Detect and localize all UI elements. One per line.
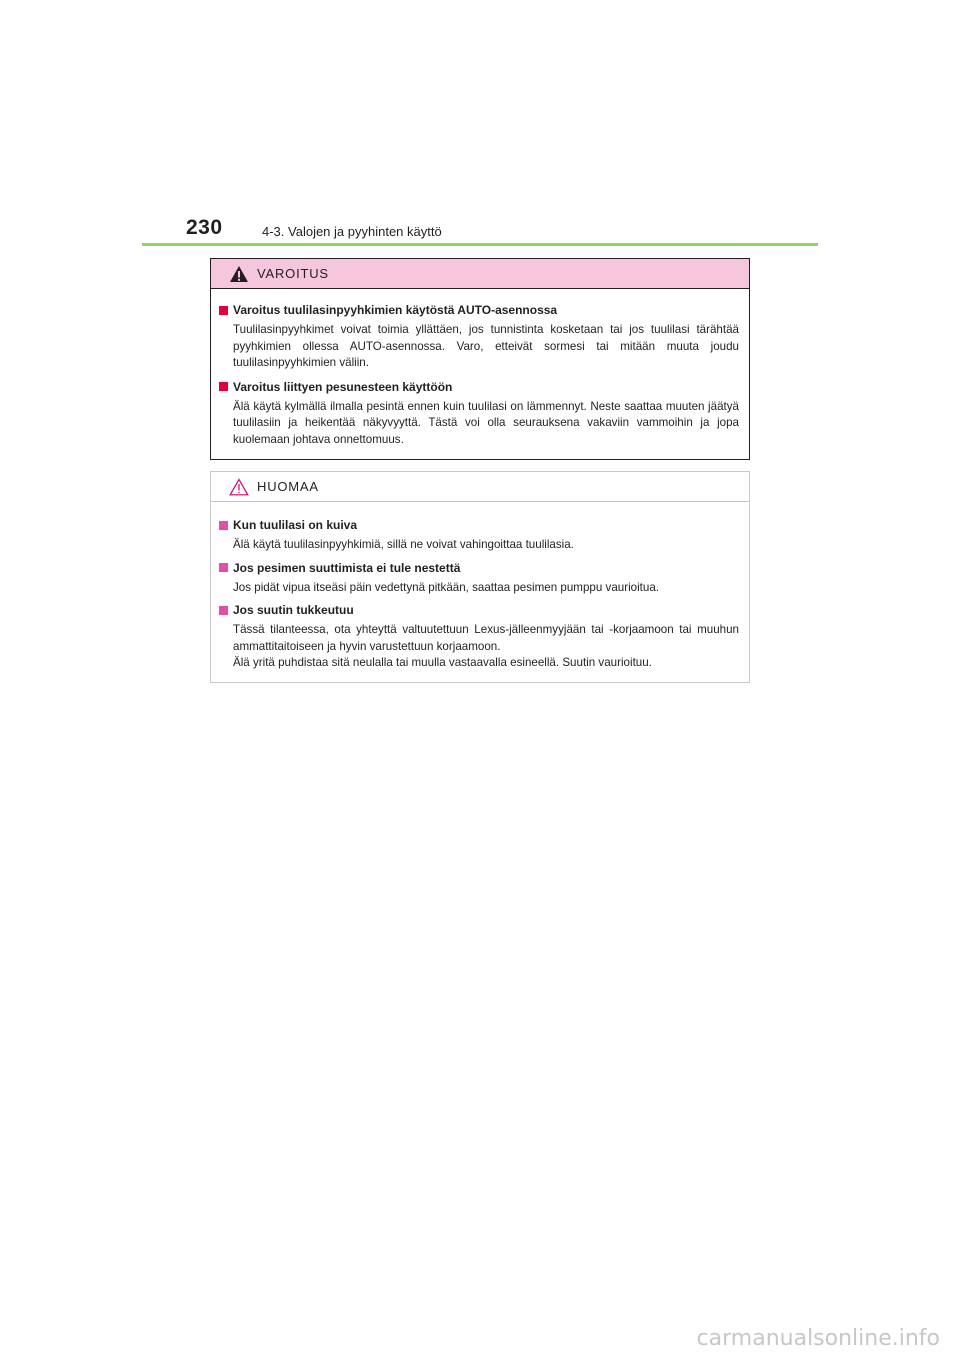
notice-item xyxy=(219,559,739,597)
notice-item xyxy=(219,516,739,554)
notice-body xyxy=(211,502,749,672)
notice-item-title: Jos suutin tukkeutuu xyxy=(219,601,739,619)
warning-body xyxy=(211,289,749,448)
notice-item-title: Kun tuulilasi on kuiva xyxy=(219,516,739,534)
notice-item xyxy=(219,601,739,672)
notice-item-text: Tässä tilanteessa, ota yhteyttä valtuutettuun Lexus-jälleenmyyjään tai -korjaamoon tai muuhun ammattitaitoiseen ja hyvin varustettuun korjaamoon. Älä yritä puhdistaa sitä neulalla tai muulla vastaavalla esineellä. Suutin vaurioituu. xyxy=(233,623,739,669)
watermark: carmanualsonline.info xyxy=(696,1326,940,1351)
notice-item-text: Älä käytä tuulilasinpyyhkimiä, sillä ne voivat vahingoittaa tuulilasia. xyxy=(233,538,574,551)
notice-label: HUOMAA xyxy=(257,479,319,494)
section-title: 4-3. Valojen ja pyyhinten käyttö xyxy=(262,224,442,239)
warning-item-title: Varoitus liittyen pesunesteen käyttöön xyxy=(219,378,739,396)
warning-item-title: Varoitus tuulilasinpyyhkimien käytöstä AUTO-asennossa xyxy=(219,301,739,319)
page-number: 230 xyxy=(186,216,223,239)
caution-triangle-outline-icon xyxy=(229,478,249,496)
notice-box xyxy=(210,471,750,683)
header-rule xyxy=(142,243,818,246)
warning-item xyxy=(219,301,739,372)
warning-label: VAROITUS xyxy=(257,266,329,281)
bullet-square xyxy=(219,306,228,315)
warning-box xyxy=(210,258,750,460)
warning-item-text: Tuulilasinpyyhkimet voivat toimia yllättäen, jos tunnistinta kosketaan tai jos tuulilasi tärähtää pyyhkimien ollessa AUTO-asennossa. Varo, etteivät sormesi tai mitään muuta joudu tuulilasinpyyhkimien väliin. xyxy=(233,323,739,369)
bullet-square xyxy=(219,382,228,391)
warning-triangle-icon xyxy=(229,265,249,283)
bullet-square xyxy=(219,521,228,530)
notice-item-text: Jos pidät vipua itseäsi päin vedettynä pitkään, saattaa pesimen pumppu vaurioitua. xyxy=(233,580,660,594)
notice-item-title: Jos pesimen suuttimista ei tule nestettä xyxy=(219,559,739,577)
warning-item xyxy=(219,378,739,449)
bullet-square xyxy=(219,606,228,615)
warning-item-text: Älä käytä kylmällä ilmalla pesintä ennen kuin tuulilasi on lämmennyt. Neste saattaa muuten jäätyä tuulilasiin ja heikentää näkyvyyttä. Tästä voi olla seurauksena vakaviin vammoihin ja jopa kuolemaan johtava onnettomuus. xyxy=(233,399,739,446)
bullet-square xyxy=(219,563,228,572)
notice-box-header xyxy=(211,472,749,502)
warning-box-header xyxy=(211,259,749,289)
